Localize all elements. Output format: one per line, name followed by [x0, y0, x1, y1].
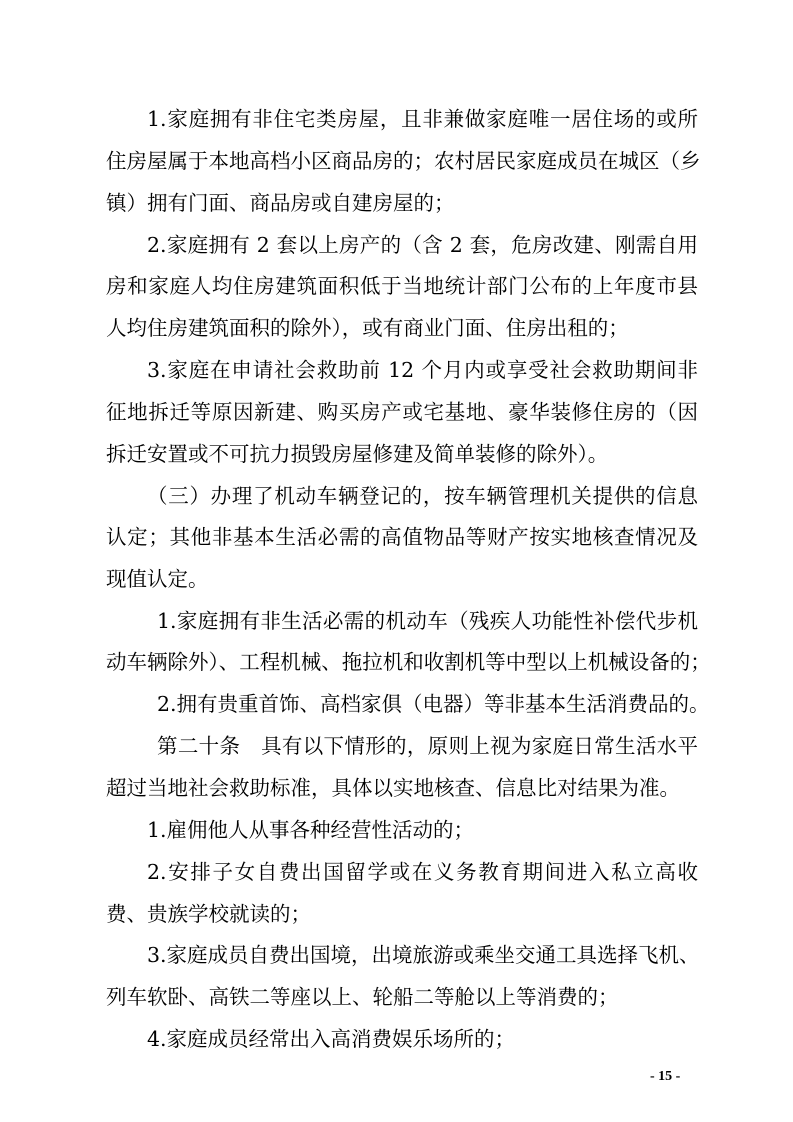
paragraph-line: 2.拥有贵重首饰、高档家俱（电器）等非基本生活消费品的。 — [157, 692, 710, 716]
paragraph-line: 住房屋属于本地高档小区商品房的；农村居民家庭成员在城区（乡 — [106, 149, 701, 173]
paragraph-line: 认定；其他非基本生活必需的高值物品等财产按实地核查情况及 — [106, 525, 698, 549]
page-number: - 15 - — [650, 1069, 681, 1084]
paragraph-line: 房和家庭人均住房建筑面积低于当地统计部门公布的上年度市县 — [106, 274, 698, 298]
paragraph-line: 费、贵族学校就读的； — [106, 902, 311, 926]
paragraph-line: 1.家庭拥有非生活必需的机动车（残疾人功能性补偿代步机 — [157, 609, 698, 633]
paragraph-line: （三）办理了机动车辆登记的，按车辆管理机关提供的信息 — [147, 484, 698, 508]
paragraph-line: 1.家庭拥有非住宅类房屋，且非兼做家庭唯一居住场的或所 — [147, 107, 698, 131]
paragraph-line: 第二十条 具有以下情形的，原则上视为家庭日常生活水平 — [157, 734, 698, 758]
paragraph-line: 人均住房建筑面积的除外），或有商业门面、住房出租的； — [106, 316, 629, 340]
paragraph-line: 镇）拥有门面、商品房或自建房屋的； — [106, 191, 455, 215]
paragraph-line: 拆迁安置或不可抗力损毁房屋修建及简单装修的除外）。 — [106, 442, 609, 466]
paragraph-line: 4.家庭成员经常出入高消费娱乐场所的； — [147, 1027, 516, 1051]
paragraph-line: 2.安排子女自费出国留学或在义务教育期间进入私立高收 — [147, 860, 698, 884]
paragraph-line: 3.家庭在申请社会救助前 12 个月内或享受社会救助期间非 — [147, 358, 698, 382]
paragraph-line: 2.家庭拥有 2 套以上房产的（含 2 套，危房改建、刚需自用 — [147, 233, 698, 257]
paragraph-line: 3.家庭成员自费出国境，出境旅游或乘坐交通工具选择飞机、 — [147, 943, 700, 967]
paragraph-line: 1.雇佣他人从事各种经营性活动的； — [147, 818, 475, 842]
paragraph-line: 列车软卧、高铁二等座以上、轮船二等舱以上等消费的； — [106, 985, 619, 1009]
paragraph-line: 现值认定。 — [106, 567, 209, 591]
paragraph-line: 动车辆除外）、工程机械、拖拉机和收割机等中型以上机械设备的； — [106, 650, 711, 674]
paragraph-line: 征地拆迁等原因新建、购买房产或宅基地、豪华装修住房的（因 — [106, 400, 698, 424]
paragraph-line: 超过当地社会救助标准，具体以实地核查、信息比对结果为准。 — [106, 776, 680, 800]
